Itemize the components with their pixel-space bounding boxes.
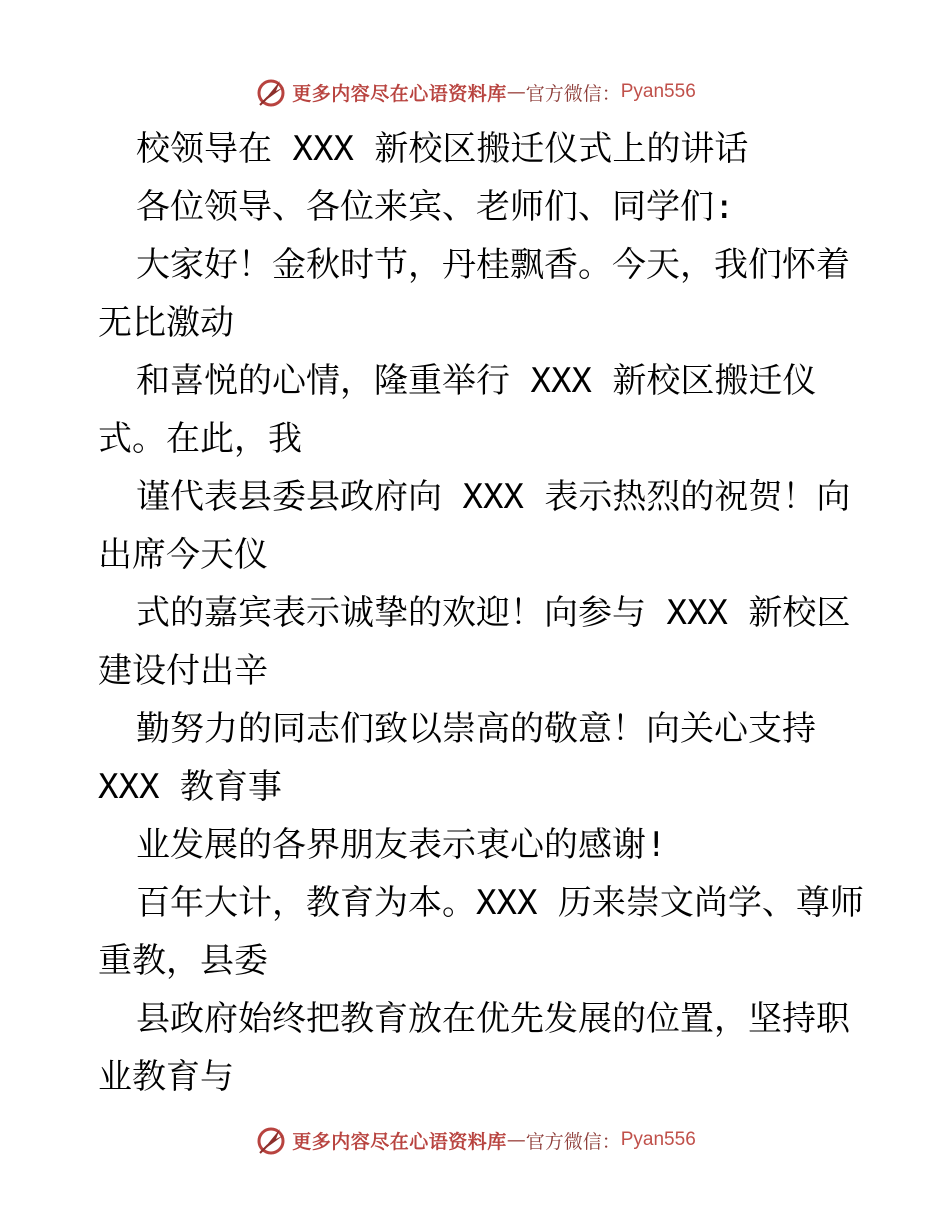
footer-separator: — — [506, 1129, 526, 1151]
text-line: 式。在此，我 — [98, 419, 302, 459]
text-line: 出席今天仪 — [98, 535, 268, 575]
footer-banner — [0, 1120, 950, 1160]
feather-pen-logo-icon — [254, 75, 288, 109]
text-line: 业发展的各界朋友表示衷心的感谢! — [136, 825, 667, 865]
text-line: 业教育与 — [98, 1057, 234, 1097]
feather-pen-logo-icon — [254, 1123, 288, 1157]
text-line: 无比激动 — [98, 303, 234, 343]
text-line: 大家好！金秋时节，丹桂飘香。今天，我们怀着 — [136, 245, 850, 285]
document-body — [98, 120, 868, 1106]
text-line: 校领导在 XXX 新校区搬迁仪式上的讲话 — [136, 129, 749, 169]
footer-wechat-label: 官方微信： — [525, 1130, 621, 1153]
text-line: 县政府始终把教育放在优先发展的位置，坚持职 — [136, 999, 850, 1039]
text-line: 重教，县委 — [98, 941, 268, 981]
text-line: 百年大计，教育为本。XXX 历来崇文尚学、尊师 — [136, 883, 864, 923]
text-line: XXX 教育事 — [98, 767, 282, 807]
text-line: 各位领导、各位来宾、老师们、同学们: — [136, 187, 735, 227]
text-line: 勤努力的同志们致以崇高的敬意！向关心支持 — [136, 709, 816, 749]
text-line: 式的嘉宾表示诚挚的欢迎！向参与 XXX 新校区 — [136, 593, 851, 633]
header-banner — [0, 72, 950, 112]
header-wechat-label: 官方微信： — [525, 82, 621, 105]
text-line: 建设付出辛 — [98, 651, 268, 691]
text-line: 谨代表县委县政府向 XXX 表示热烈的祝贺！向 — [136, 477, 851, 517]
header-brand-text: 更多内容尽在心语资料库 — [292, 82, 507, 105]
footer-brand-text: 更多内容尽在心语资料库 — [292, 1130, 507, 1153]
text-line: 和喜悦的心情，隆重举行 XXX 新校区搬迁仪 — [136, 361, 817, 401]
footer-wechat-id: Pyan556 — [620, 1129, 696, 1150]
header-wechat-id: Pyan556 — [620, 81, 696, 102]
header-separator: — — [506, 81, 526, 103]
